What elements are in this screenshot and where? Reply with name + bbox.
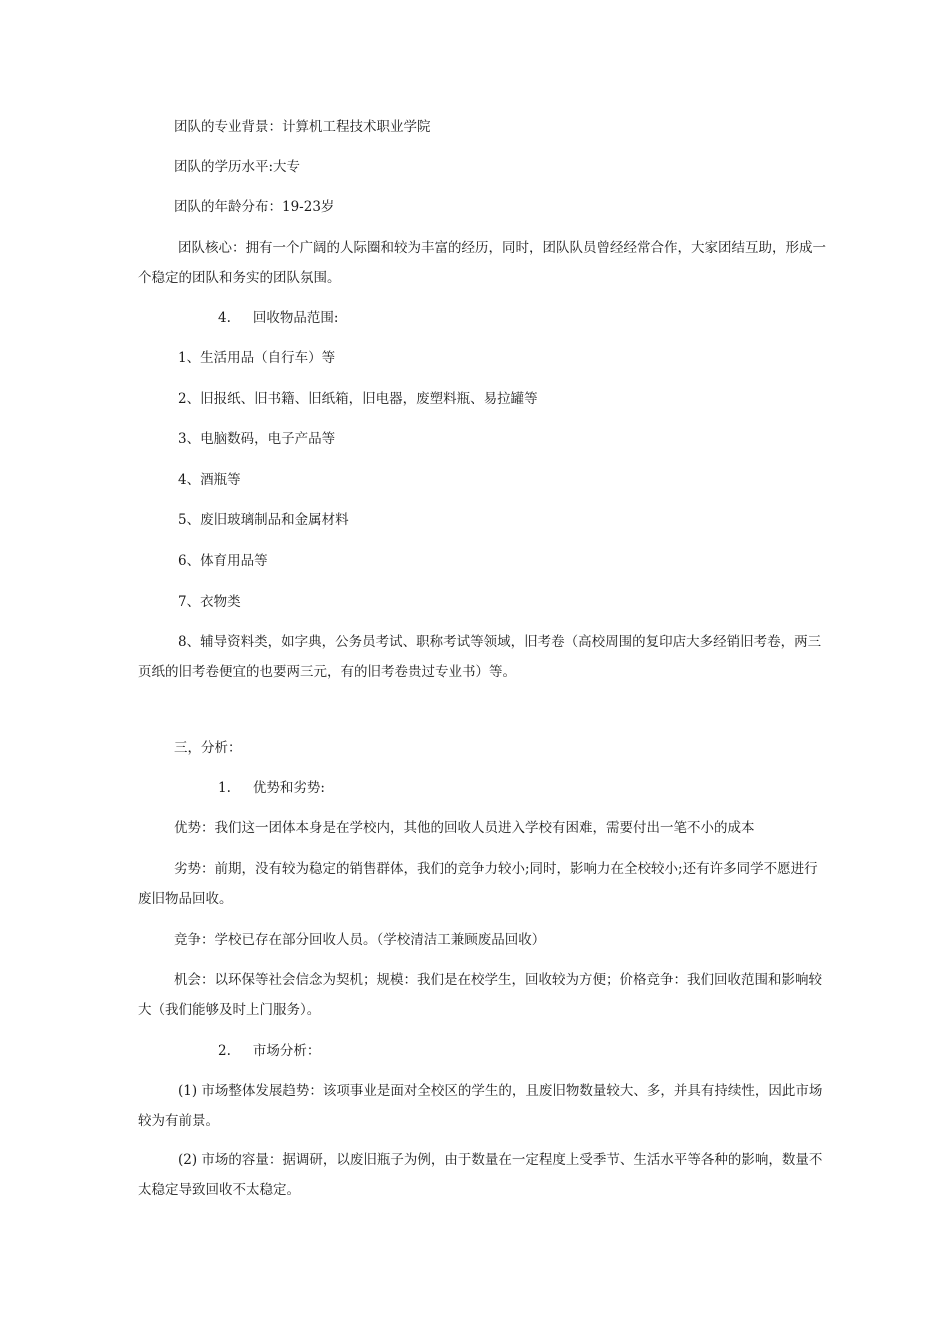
- section-4-heading: [138, 303, 826, 333]
- opportunity-paragraph: 机会：以环保等社会信念为契机；规模：我们是在校学生，回收较为方便；价格竞争：我们回收范围和影响较大（我们能够及时上门服务）。: [138, 972, 822, 1018]
- subsection-2-heading: [138, 1036, 826, 1066]
- section-4-number: 4.: [218, 310, 231, 326]
- advantage-paragraph: 优势：我们这一团体本身是在学校内，其他的回收人员进入学校有困难，需要付出一笔不小的成本: [174, 820, 755, 836]
- section-4-title: 回收物品范围:: [252, 310, 339, 326]
- team-age: 团队的年龄分布：19-23岁: [174, 199, 335, 215]
- subsection-1-number: 1.: [218, 780, 231, 796]
- subsection-1-title: 优势和劣势:: [252, 780, 325, 796]
- competition-paragraph: 竞争：学校已存在部分回收人员。（学校清洁工兼顾废品回收）: [174, 932, 546, 948]
- list-item: 7、衣物类: [178, 594, 241, 610]
- list-item: 8、辅导资料类，如字典，公务员考试、职称考试等领域，旧考卷（高校周围的复印店大多经销旧考卷，两三页纸的旧考卷便宜的也要两三元，有的旧考卷贵过专业书）等。: [138, 634, 822, 680]
- subsection-1-heading: [138, 773, 826, 803]
- list-item: 5、废旧玻璃制品和金属材料: [178, 512, 349, 528]
- list-item: 1、生活用品（自行车）等: [178, 350, 336, 366]
- list-item: 6、体育用品等: [178, 553, 268, 569]
- subsection-2-title: 市场分析：: [252, 1043, 321, 1059]
- subsection-2-number: 2.: [218, 1043, 231, 1059]
- market-trend-paragraph: (1) 市场整体发展趋势：该项事业是面对全校区的学生的，且废旧物数量较大、多，并具有持续性，因此市场较为有前景。: [138, 1083, 823, 1129]
- disadvantage-paragraph: 劣势：前期，没有较为稳定的销售群体，我们的竞争力较小;同时，影响力在全校较小;还有许多同学不愿进行废旧物品回收。: [138, 861, 818, 907]
- section-3-heading: 三，分析：: [174, 740, 242, 756]
- market-capacity-paragraph: (2) 市场的容量：据调研，以废旧瓶子为例，由于数量在一定程度上受季节、生活水平等各种的影响，数量不太稳定导致回收不太稳定。: [138, 1152, 823, 1198]
- team-background: 团队的专业背景：计算机工程技术职业学院: [174, 119, 431, 135]
- list-item: 3、电脑数码，电子产品等: [178, 431, 336, 447]
- list-item: 2、旧报纸、旧书籍、旧纸箱，旧电器，废塑料瓶、易拉罐等: [178, 391, 538, 407]
- list-item: 4、酒瓶等: [178, 472, 241, 488]
- team-education: 团队的学历水平:大专: [174, 159, 301, 175]
- team-core-paragraph: 团队核心：拥有一个广阔的人际圈和较为丰富的经历，同时，团队队员曾经经常合作，大家团结互助，形成一个稳定的团队和务实的团队氛围。: [138, 240, 826, 286]
